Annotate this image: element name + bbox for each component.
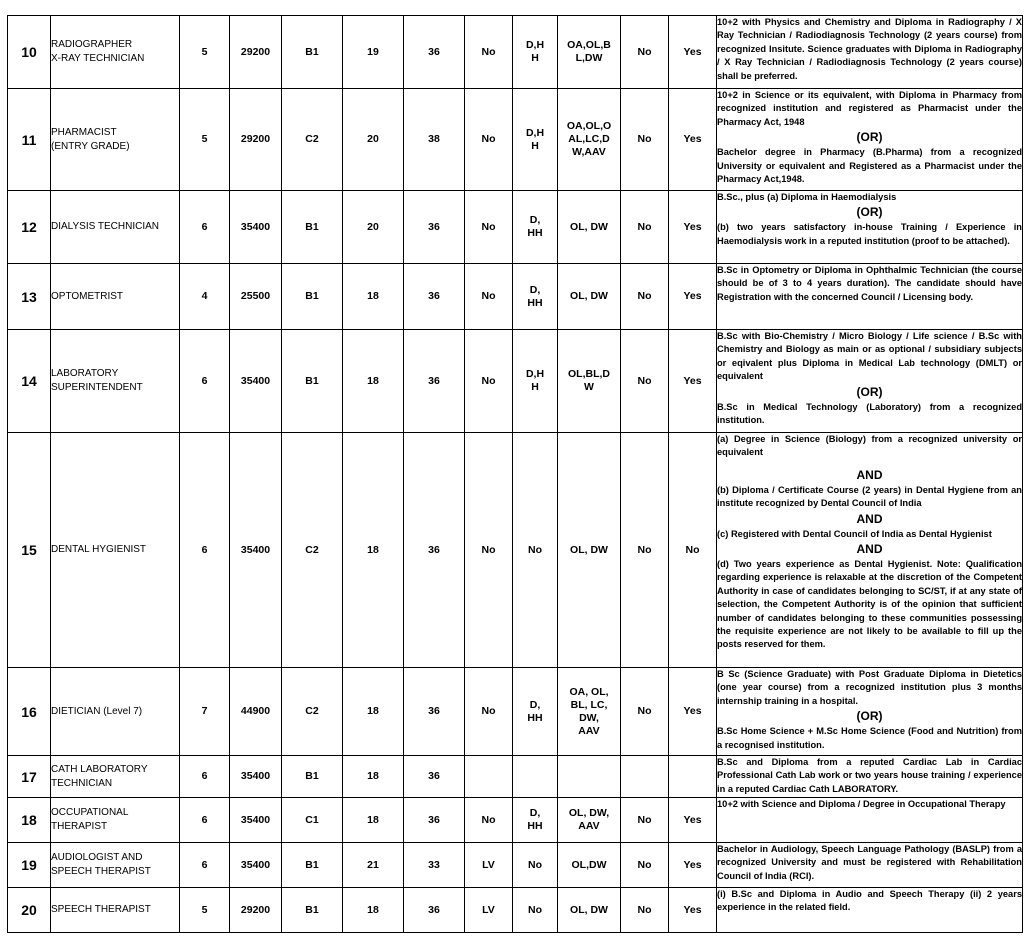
post-name-line: AUDIOLOGIST AND xyxy=(51,852,143,863)
qualification-text: B.Sc and Diploma from a reputed Cardiac Lab in Cardiac Professional Cath Lab work or two years house training / experience in a reputed Cardiac Cath LABORATORY. xyxy=(717,757,1022,794)
table-row xyxy=(8,16,1023,89)
pay-amount-cell: 44900 xyxy=(230,668,282,756)
column-10-cell: No xyxy=(621,888,669,933)
group-cell: B1 xyxy=(282,16,343,89)
serial-number-cell: 13 xyxy=(8,264,51,330)
pay-amount-cell: 25500 xyxy=(230,264,282,330)
max-age-cell: 36 xyxy=(404,433,465,668)
post-name-cell xyxy=(51,798,180,843)
column-10-cell: No xyxy=(621,191,669,264)
categories-line: W,AAV xyxy=(572,146,606,158)
pay-amount-cell: 35400 xyxy=(230,433,282,668)
column-8-cell xyxy=(513,756,558,798)
qualification-text: 10+2 with Physics and Chemistry and Diploma in Radiography / X Ray Technician / Radiodiagnosis Technology (2 years course) from recognized Insitute. Science graduates with Diploma in Radiography / X Ray Technician / Radiodiagnosis Technology (2 years course) shall be preferred. xyxy=(717,17,1022,81)
post-name-line: TECHNICIAN xyxy=(51,777,113,789)
column-8-cell xyxy=(513,798,558,843)
pay-amount-cell: 35400 xyxy=(230,798,282,843)
qualification-connector: (OR) xyxy=(856,205,883,220)
column-10-cell: No xyxy=(621,16,669,89)
serial-number-cell: 17 xyxy=(8,756,51,798)
qualification-text: B.Sc., plus (a) Diploma in Haemodialysis xyxy=(717,192,897,202)
post-name-line: (ENTRY GRADE) xyxy=(51,140,130,152)
column-7-cell xyxy=(465,756,513,798)
pay-level-cell: 5 xyxy=(180,89,230,191)
min-age-cell: 18 xyxy=(343,433,404,668)
column-7-cell: No xyxy=(465,668,513,756)
table-row xyxy=(8,888,1023,933)
categories-cell xyxy=(558,668,621,756)
categories-line: L,DW xyxy=(575,52,603,64)
post-name-cell xyxy=(51,433,180,668)
post-name-line: LABORATORY xyxy=(51,368,119,379)
post-name-line: THERAPIST xyxy=(51,821,108,832)
column-8-line: H xyxy=(531,139,539,152)
max-age-cell: 36 xyxy=(404,264,465,330)
qualification-text: (a) Degree in Science (Biology) from a recognized university or equivalent xyxy=(717,434,1022,458)
column-8-cell xyxy=(513,191,558,264)
column-10-cell: No xyxy=(621,89,669,191)
pay-level-cell: 4 xyxy=(180,264,230,330)
pay-level-cell: 7 xyxy=(180,668,230,756)
max-age-cell: 36 xyxy=(404,756,465,798)
categories-cell xyxy=(558,330,621,433)
qualification-cell xyxy=(717,756,1023,798)
max-age-cell: 36 xyxy=(404,16,465,89)
categories-cell xyxy=(558,843,621,888)
post-name-cell xyxy=(51,843,180,888)
categories-cell xyxy=(558,798,621,843)
group-cell: C2 xyxy=(282,668,343,756)
post-name-line: RADIOGRAPHER xyxy=(51,39,133,50)
post-name-line: PHARMACIST xyxy=(51,126,117,138)
pay-level-cell: 6 xyxy=(180,191,230,264)
column-8-cell xyxy=(513,16,558,89)
min-age-cell: 20 xyxy=(343,191,404,264)
column-8-line: H xyxy=(531,381,539,393)
qualification-text: B Sc (Science Graduate) with Post Graduate Diploma in Dietetics (one year course) from a recognized institution plus 3 months internship training in a hospital. xyxy=(717,669,1022,706)
pay-level-cell: 6 xyxy=(180,330,230,433)
column-11-cell: Yes xyxy=(669,16,717,89)
qualification-cell xyxy=(717,89,1023,191)
serial-number-cell: 18 xyxy=(8,798,51,843)
table-row xyxy=(8,433,1023,668)
max-age-cell: 36 xyxy=(404,191,465,264)
min-age-cell: 18 xyxy=(343,668,404,756)
table-row xyxy=(8,330,1023,433)
qualification-text: Bachelor degree in Pharmacy (B.Pharma) from a recognized University or equivalent and Registered as a Pharmacist under the Pharmacy Act,1948. xyxy=(717,147,1022,185)
serial-number-cell: 10 xyxy=(8,16,51,89)
categories-cell xyxy=(558,756,621,798)
serial-number-cell: 19 xyxy=(8,843,51,888)
categories-cell xyxy=(558,264,621,330)
pay-level-cell: 6 xyxy=(180,843,230,888)
qualification-connector: (OR) xyxy=(856,709,883,724)
group-cell: B1 xyxy=(282,191,343,264)
post-name-line: SPEECH THERAPIST xyxy=(51,866,151,877)
column-10-cell: No xyxy=(621,843,669,888)
column-11-cell: Yes xyxy=(669,89,717,191)
column-11-cell: Yes xyxy=(669,330,717,433)
pay-level-cell: 6 xyxy=(180,756,230,798)
post-name-line: DENTAL HYGIENIST xyxy=(51,544,147,555)
serial-number-cell: 16 xyxy=(8,668,51,756)
qualification-connector: AND xyxy=(856,467,883,482)
table-row xyxy=(8,798,1023,843)
serial-number-cell: 12 xyxy=(8,191,51,264)
qualification-text: Bachelor in Audiology, Speech Language Pathology (BASLP) from a recognized University and must be registered with Rehabilitation Council of India (RCI). xyxy=(717,844,1022,881)
pay-amount-cell: 29200 xyxy=(230,888,282,933)
group-cell: B1 xyxy=(282,888,343,933)
table-row xyxy=(8,843,1023,888)
categories-line: OA,OL,B xyxy=(567,39,611,51)
column-8-line: D,H xyxy=(525,368,545,380)
post-name-cell xyxy=(51,668,180,756)
pay-amount-cell: 35400 xyxy=(230,756,282,798)
max-age-cell: 36 xyxy=(404,330,465,433)
post-name-cell xyxy=(51,264,180,330)
column-8-line: D,H xyxy=(525,126,545,139)
qualification-cell xyxy=(717,843,1023,888)
qualification-text: 10+2 with Science and Diploma / Degree in Occupational Therapy xyxy=(717,799,1006,809)
qualification-text: B.Sc in Optometry or Diploma in Ophthalmic Technician (the course should be of 3 to 4 years duration). The candidate should have Registration with the concerned Council / Licensing body. xyxy=(717,265,1022,302)
categories-line: OL, DW, xyxy=(568,807,610,819)
column-8-line: D, xyxy=(529,283,541,296)
column-7-cell: No xyxy=(465,798,513,843)
column-7-cell: No xyxy=(465,191,513,264)
column-10-cell: No xyxy=(621,264,669,330)
table-row xyxy=(8,756,1023,798)
column-8-cell xyxy=(513,433,558,668)
column-8-line: No xyxy=(528,903,542,916)
column-8-cell xyxy=(513,89,558,191)
column-10-cell: No xyxy=(621,798,669,843)
categories-line: OL,BL,D xyxy=(568,368,610,380)
post-name-cell xyxy=(51,16,180,89)
qualification-text: B.Sc in Medical Technology (Laboratory) from a recognized institution. xyxy=(717,401,1022,426)
categories-cell xyxy=(558,191,621,264)
pay-amount-cell: 35400 xyxy=(230,843,282,888)
min-age-cell: 20 xyxy=(343,89,404,191)
categories-line: BL, LC, xyxy=(570,698,608,711)
table-row xyxy=(8,89,1023,191)
qualification-text: B.Sc Home Science + M.Sc Home Science (Food and Nutrition) from a recognised institution. xyxy=(717,726,1022,750)
categories-line: OL, DW xyxy=(570,220,608,233)
post-name-cell xyxy=(51,756,180,798)
group-cell: B1 xyxy=(282,330,343,433)
qualification-connector: AND xyxy=(856,542,883,557)
pay-amount-cell: 35400 xyxy=(230,330,282,433)
qualification-cell xyxy=(717,798,1023,843)
group-cell: C2 xyxy=(282,433,343,668)
column-8-cell xyxy=(513,330,558,433)
categories-cell xyxy=(558,16,621,89)
categories-cell xyxy=(558,433,621,668)
column-11-cell: Yes xyxy=(669,798,717,843)
pay-amount-cell: 35400 xyxy=(230,191,282,264)
column-7-cell: No xyxy=(465,330,513,433)
categories-line: W xyxy=(584,381,594,393)
post-name-line: DIALYSIS TECHNICIAN xyxy=(51,221,159,232)
categories-line: OL,DW xyxy=(571,858,607,871)
group-cell: C1 xyxy=(282,798,343,843)
post-name-line: OCCUPATIONAL xyxy=(51,807,129,818)
qualification-cell xyxy=(717,668,1023,756)
qualification-cell xyxy=(717,330,1023,433)
column-8-line: D, xyxy=(529,214,541,226)
max-age-cell: 36 xyxy=(404,888,465,933)
column-7-cell: No xyxy=(465,433,513,668)
recruitment-posts-table xyxy=(7,15,1023,933)
column-8-line: HH xyxy=(527,296,543,309)
table-row xyxy=(8,264,1023,330)
column-11-cell: Yes xyxy=(669,843,717,888)
column-11-cell xyxy=(669,756,717,798)
categories-line: AAV xyxy=(578,724,600,737)
group-cell: B1 xyxy=(282,843,343,888)
serial-number-cell: 15 xyxy=(8,433,51,668)
column-8-line: HH xyxy=(527,820,543,832)
column-11-cell: No xyxy=(669,433,717,668)
column-8-line: D, xyxy=(529,698,541,711)
qualification-text: (i) B.Sc and Diploma in Audio and Speech Therapy (ii) 2 years experience in the related field. xyxy=(717,889,1022,913)
post-name-line: SUPERINTENDENT xyxy=(51,382,143,393)
qualification-connector: (OR) xyxy=(856,130,883,145)
column-7-cell: No xyxy=(465,16,513,89)
column-8-cell xyxy=(513,843,558,888)
max-age-cell: 36 xyxy=(404,668,465,756)
table-row xyxy=(8,668,1023,756)
categories-cell xyxy=(558,89,621,191)
post-name-line: OPTOMETRIST xyxy=(51,290,124,302)
column-8-line: D,H xyxy=(525,39,545,51)
qualification-connector: (OR) xyxy=(856,384,883,399)
post-name-cell xyxy=(51,191,180,264)
column-8-line: No xyxy=(528,543,542,556)
serial-number-cell: 14 xyxy=(8,330,51,433)
serial-number-cell: 20 xyxy=(8,888,51,933)
qualification-connector: AND xyxy=(856,511,883,526)
max-age-cell: 38 xyxy=(404,89,465,191)
column-7-cell: LV xyxy=(465,843,513,888)
post-name-line: SPEECH THERAPIST xyxy=(51,904,151,915)
pay-level-cell: 6 xyxy=(180,433,230,668)
qualification-cell xyxy=(717,433,1023,668)
table-row xyxy=(8,191,1023,264)
column-10-cell: No xyxy=(621,668,669,756)
column-8-line: HH xyxy=(527,227,543,239)
categories-line: DW, xyxy=(579,711,599,724)
column-11-cell: Yes xyxy=(669,888,717,933)
pay-level-cell: 6 xyxy=(180,798,230,843)
max-age-cell: 33 xyxy=(404,843,465,888)
min-age-cell: 18 xyxy=(343,888,404,933)
post-name-line: X-RAY TECHNICIAN xyxy=(51,53,145,64)
column-8-line: No xyxy=(528,858,542,871)
categories-line: OA, OL, xyxy=(569,685,609,698)
serial-number-cell: 11 xyxy=(8,89,51,191)
categories-cell xyxy=(558,888,621,933)
min-age-cell: 18 xyxy=(343,330,404,433)
categories-line: OL, DW xyxy=(570,290,608,302)
categories-line: OL, DW xyxy=(570,903,608,916)
qualification-text: 10+2 in Science or its equivalent, with Diploma in Pharmacy from recognized institution and registered as Pharmacist under the Pharmacy Act, 1948 xyxy=(717,90,1022,127)
column-10-cell xyxy=(621,756,669,798)
pay-level-cell: 5 xyxy=(180,888,230,933)
max-age-cell: 36 xyxy=(404,798,465,843)
column-8-cell xyxy=(513,264,558,330)
qualification-text: (c) Registered with Dental Council of India as Dental Hygienist xyxy=(717,528,992,539)
column-8-line: D, xyxy=(529,807,541,819)
column-8-line: H xyxy=(531,52,539,64)
group-cell: B1 xyxy=(282,756,343,798)
qualification-text: (d) Two years experience as Dental Hygienist. Note: Qualification regarding experience is relaxable at the discretion of the Competent Authority in case of candidates belonging to SC/ST, if at any state of selection, the Competent Authority is of the opinion that sufficient number of candidates belonging to these communities possessing the requisite experience are not likely to be available to fill up the posts reserved for them. xyxy=(717,559,1022,650)
categories-line: AL,LC,D xyxy=(568,133,610,145)
pay-amount-cell: 29200 xyxy=(230,16,282,89)
column-11-cell: Yes xyxy=(669,668,717,756)
categories-line: AAV xyxy=(578,820,600,832)
qualification-text: (b) two years satisfactory in-house Training / Experience in Haemodialysis work in a reputed institution (proof to be attached). xyxy=(717,222,1022,246)
column-8-cell xyxy=(513,668,558,756)
qualification-cell xyxy=(717,264,1023,330)
group-cell: C2 xyxy=(282,89,343,191)
min-age-cell: 18 xyxy=(343,756,404,798)
min-age-cell: 18 xyxy=(343,264,404,330)
column-7-cell: No xyxy=(465,89,513,191)
categories-line: OA,OL,O xyxy=(566,120,612,132)
column-11-cell: Yes xyxy=(669,264,717,330)
qualification-cell xyxy=(717,888,1023,933)
column-8-line: HH xyxy=(527,711,543,724)
qualification-text: (b) Diploma / Certificate Course (2 years) in Dental Hygiene from an institute recognized by Dental Council of India xyxy=(717,484,1022,509)
categories-line: OL, DW xyxy=(570,543,608,556)
column-10-cell: No xyxy=(621,330,669,433)
table-body xyxy=(8,16,1023,933)
group-cell: B1 xyxy=(282,264,343,330)
column-11-cell: Yes xyxy=(669,191,717,264)
min-age-cell: 19 xyxy=(343,16,404,89)
column-7-cell: No xyxy=(465,264,513,330)
qualification-text: B.Sc with Bio-Chemistry / Micro Biology / Life science / B.Sc with Chemistry and Biology as main or as optional / subsidiary subjects or eqivalent plus Diploma in Medical Lab technology (DMLT) or equivalent xyxy=(717,331,1022,382)
post-name-cell xyxy=(51,89,180,191)
post-name-line: DIETICIAN (Level 7) xyxy=(51,705,143,717)
min-age-cell: 18 xyxy=(343,798,404,843)
qualification-cell xyxy=(717,16,1023,89)
post-name-cell xyxy=(51,888,180,933)
post-name-line: CATH LABORATORY xyxy=(51,763,148,775)
pay-amount-cell: 29200 xyxy=(230,89,282,191)
min-age-cell: 21 xyxy=(343,843,404,888)
column-8-cell xyxy=(513,888,558,933)
column-10-cell: No xyxy=(621,433,669,668)
post-name-cell xyxy=(51,330,180,433)
column-7-cell: LV xyxy=(465,888,513,933)
qualification-cell xyxy=(717,191,1023,264)
pay-level-cell: 5 xyxy=(180,16,230,89)
